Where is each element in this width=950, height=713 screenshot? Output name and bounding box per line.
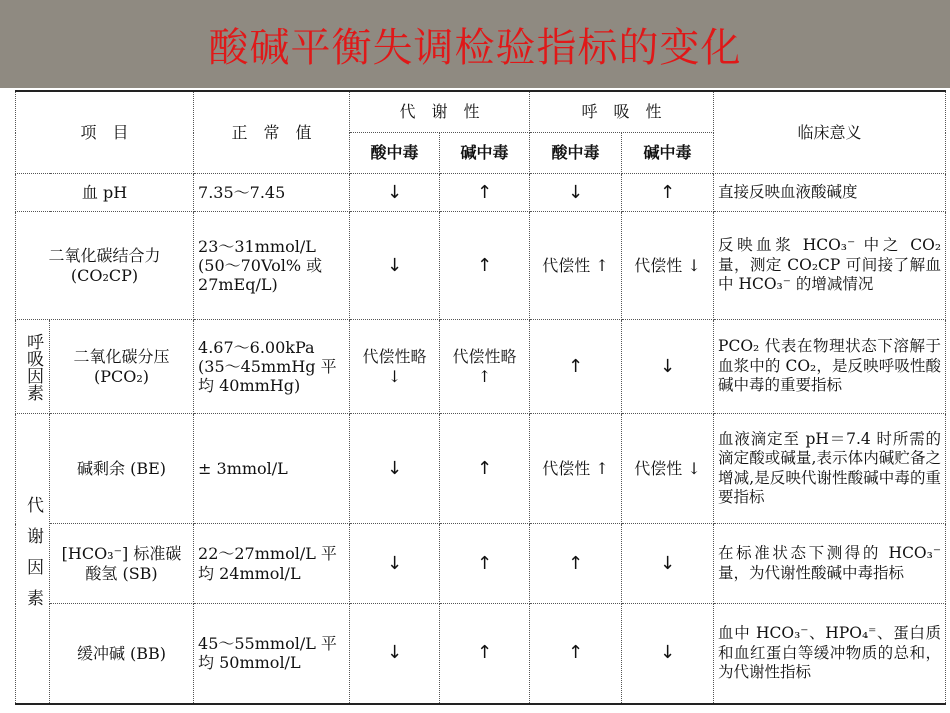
resp-acid-cell: ↑ [530, 524, 622, 604]
normal-cell: 7.35～7.45 [194, 174, 350, 212]
met-alk-cell: 代偿性略 ↑ [440, 320, 530, 414]
header-item: 项 目 [16, 91, 194, 174]
resp-alk-cell: 代偿性 ↓ [622, 212, 714, 320]
normal-cell: 23～31mmol/L (50～70Vol% 或 27mEq/L) [194, 212, 350, 320]
resp-acid-cell: 代偿性 ↑ [530, 212, 622, 320]
met-acid-cell: ↓ [350, 212, 440, 320]
resp-acid-cell: ↑ [530, 320, 622, 414]
normal-cell: ± 3mmol/L [194, 414, 350, 524]
header-respiratory: 呼 吸 性 [530, 91, 714, 133]
item-cell: 二氧化碳分压 (PCO₂) [50, 320, 194, 414]
item-cell: [HCO₃⁻] 标准碳酸氢 (SB) [50, 524, 194, 604]
resp-acid-cell: 代偿性 ↑ [530, 414, 622, 524]
indicator-table-container [15, 90, 945, 710]
header-met-acid: 酸中毒 [350, 133, 440, 174]
met-alk-cell: ↑ [440, 414, 530, 524]
header-metabolic: 代 谢 性 [350, 91, 530, 133]
header-row-1 [16, 91, 946, 133]
met-acid-cell: ↓ [350, 414, 440, 524]
header-normal: 正 常 值 [194, 91, 350, 174]
page-title: 酸碱平衡失调检验指标的变化 [208, 24, 742, 71]
header-resp-acid: 酸中毒 [530, 133, 622, 174]
resp-alk-cell: ↓ [622, 524, 714, 604]
meaning-cell: 血液滴定至 pH＝7.4 时所需的滴定酸或碱量,表示体内碱贮备之增减,是反映代谢性酸碱中毒的重要指标 [714, 414, 946, 524]
resp-acid-cell: ↑ [530, 604, 622, 704]
met-alk-cell: ↑ [440, 174, 530, 212]
met-acid-cell: ↓ [350, 174, 440, 212]
resp-alk-cell: 代偿性 ↓ [622, 414, 714, 524]
met-acid-cell: ↓ [350, 604, 440, 704]
header-resp-alk: 碱中毒 [622, 133, 714, 174]
item-cell: 碱剩余 (BE) [50, 414, 194, 524]
met-alk-cell: ↑ [440, 524, 530, 604]
group-metabolic-factor: 代谢因素 [16, 414, 50, 704]
indicator-table [15, 90, 946, 705]
met-alk-cell: ↑ [440, 604, 530, 704]
header-clinical: 临床意义 [714, 91, 946, 174]
meaning-cell: 血中 HCO₃⁻、HPO₄⁼、蛋白质和血红蛋白等缓冲物质的总和，为代谢性指标 [714, 604, 946, 704]
meaning-cell: PCO₂ 代表在物理状态下溶解于血浆中的 CO₂，是反映呼吸性酸碱中毒的重要指标 [714, 320, 946, 414]
resp-alk-cell: ↓ [622, 604, 714, 704]
resp-acid-cell: ↓ [530, 174, 622, 212]
meaning-cell: 直接反映血液酸碱度 [714, 174, 946, 212]
met-acid-cell: 代偿性略 ↓ [350, 320, 440, 414]
group-respiratory-factor: 呼吸因素 [16, 320, 50, 414]
title-bar [0, 0, 950, 88]
item-cell: 缓冲碱 (BB) [50, 604, 194, 704]
table-row [16, 414, 946, 524]
meaning-cell: 反映血浆 HCO₃⁻ 中之 CO₂ 量，测定 CO₂CP 可间接了解血中 HCO₃⁻ 的增减情况 [714, 212, 946, 320]
table-row [16, 604, 946, 704]
table-row [16, 212, 946, 320]
resp-alk-cell: ↑ [622, 174, 714, 212]
table-row [16, 320, 946, 414]
normal-cell: 45～55mmol/L 平均 50mmol/L [194, 604, 350, 704]
table-row [16, 174, 946, 212]
resp-alk-cell: ↓ [622, 320, 714, 414]
met-alk-cell: ↑ [440, 212, 530, 320]
header-met-alk: 碱中毒 [440, 133, 530, 174]
item-cell: 血 pH [16, 174, 194, 212]
normal-cell: 4.67～6.00kPa (35～45mmHg 平均 40mmHg) [194, 320, 350, 414]
met-acid-cell: ↓ [350, 524, 440, 604]
meaning-cell: 在标准状态下测得的 HCO₃⁻ 量，为代谢性酸碱中毒指标 [714, 524, 946, 604]
normal-cell: 22～27mmol/L 平均 24mmol/L [194, 524, 350, 604]
table-row [16, 524, 946, 604]
item-cell: 二氧化碳结合力 (CO₂CP) [16, 212, 194, 320]
